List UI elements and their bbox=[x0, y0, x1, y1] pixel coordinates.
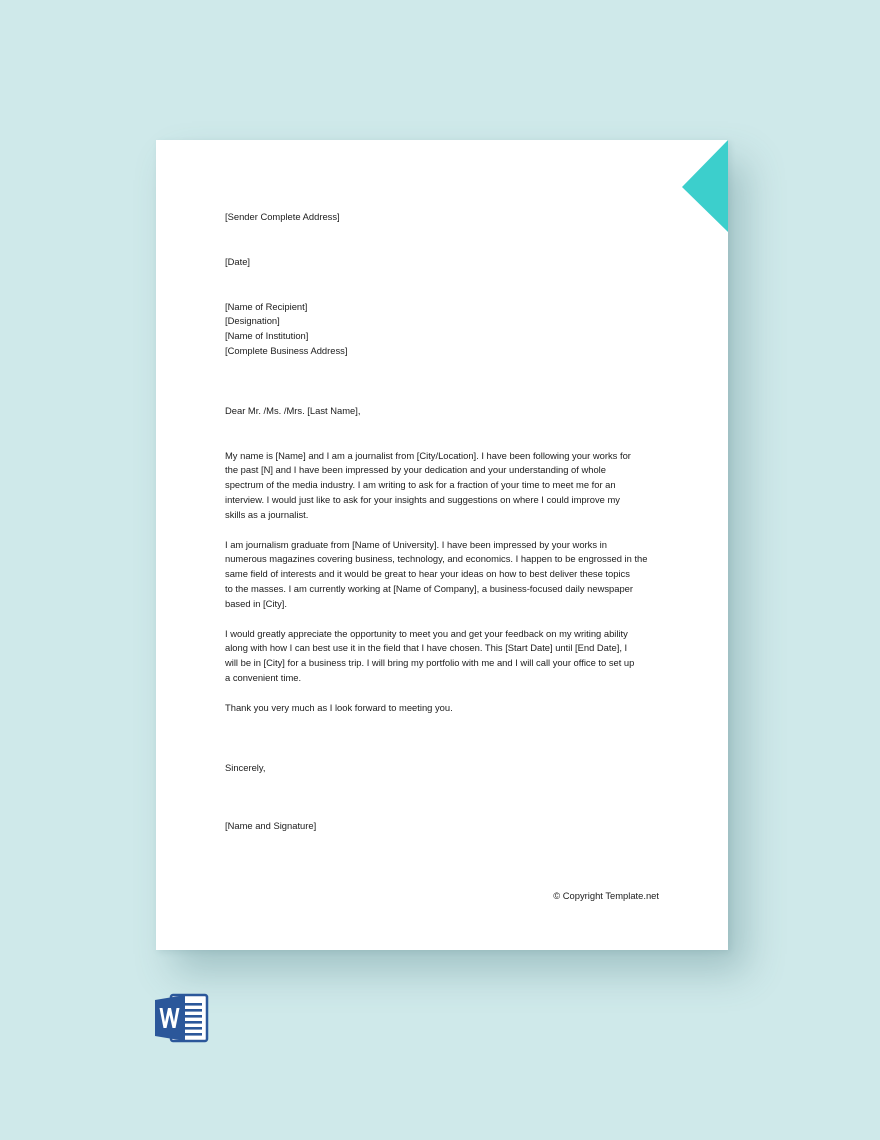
sender-address: [Sender Complete Address] bbox=[225, 211, 340, 222]
recipient-address: [Complete Business Address] bbox=[225, 344, 348, 356]
salutation: Dear Mr. /Ms. /Mrs. [Last Name], bbox=[225, 404, 361, 416]
letter-page bbox=[156, 140, 728, 950]
paragraph-line: based in [City]. bbox=[225, 597, 288, 609]
paragraph-request bbox=[225, 627, 663, 686]
letter-body bbox=[225, 210, 663, 834]
recipient-institution: [Name of Institution] bbox=[225, 330, 309, 342]
recipient-block bbox=[225, 300, 663, 359]
paragraph-line: I am journalism graduate from [Name of University]. I have been impressed by your works in bbox=[225, 538, 607, 550]
paragraph-line: a convenient time. bbox=[225, 671, 302, 683]
paragraph-line: I would greatly appreciate the opportunity to meet you and get your feedback on my writing ability bbox=[225, 627, 628, 639]
corner-triangle-decoration bbox=[682, 140, 728, 232]
recipient-designation: [Designation] bbox=[225, 315, 280, 327]
paragraph-background bbox=[225, 538, 663, 612]
thank-you-line: Thank you very much as I look forward to meeting you. bbox=[225, 701, 453, 713]
paragraph-line: spectrum of the media industry. I am writing to ask for a fraction of your time to meet me for an bbox=[225, 479, 616, 491]
paragraph-introduction bbox=[225, 449, 663, 523]
paragraph-line: numerous magazines covering business, technology, and economics. I happen to be engrossed in the bbox=[225, 553, 648, 565]
paragraph-line: My name is [Name] and I am a journalist from [City/Location]. I have been following your works for bbox=[225, 449, 631, 461]
closing: Sincerely, bbox=[225, 761, 266, 773]
word-document-icon bbox=[155, 993, 209, 1043]
recipient-name: [Name of Recipient] bbox=[225, 300, 308, 312]
letter-date: [Date] bbox=[225, 255, 251, 267]
paragraph-line: the past [N] and I have been impressed by your dedication and your understanding of whole bbox=[225, 464, 606, 476]
paragraph-line: will be in [City] for a business trip. I will bring my portfolio with me and I will call your office to set up bbox=[225, 657, 635, 669]
paragraph-line: to the masses. I am currently working at [Name of Company], a business-focused daily newspaper bbox=[225, 582, 634, 594]
paragraph-line: interview. I would just like to ask for your insights and suggestions on where I could improve my bbox=[225, 493, 620, 505]
copyright-notice: © Copyright Template.net bbox=[553, 890, 659, 901]
paragraph-line: along with how I can best use it in the field that I have chosen. This [Start Date] until [End Date], I bbox=[225, 642, 628, 654]
signature-placeholder: [Name and Signature] bbox=[225, 820, 317, 832]
paragraph-line: same field of interests and it would be great to hear your ideas on how to best deliver these topics bbox=[225, 568, 630, 580]
paragraph-line: skills as a journalist. bbox=[225, 508, 309, 520]
